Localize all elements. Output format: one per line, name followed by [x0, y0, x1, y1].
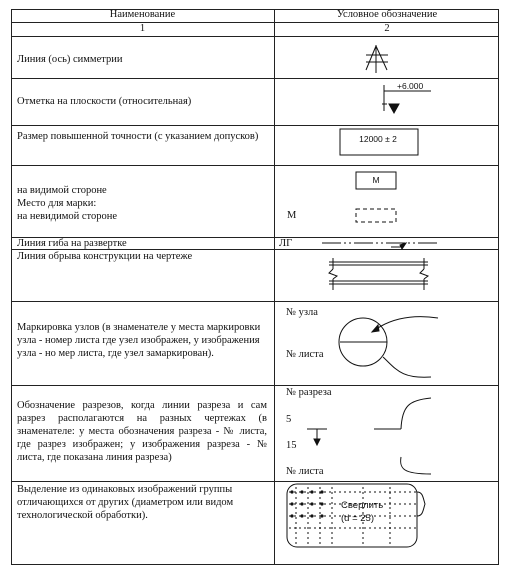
row-mark-visible-name: на видимой стороне: [17, 185, 107, 196]
mark-invisible-label: М: [287, 210, 297, 221]
drill-label: Сверлить: [341, 500, 384, 511]
symmetry-axis-icon: [366, 45, 388, 73]
header-name: Наименование: [109, 9, 176, 20]
mark-visible-label: М: [372, 175, 380, 185]
section-number-label: № разреза: [286, 387, 332, 398]
row-group-highlight-name: Выделение из одинаковых изображений группы отличающихся от других (диаметром или видом технологической обработки).: [17, 484, 234, 521]
header-number-2: 2: [384, 23, 390, 34]
precision-box-label: 12000 ± 2: [359, 134, 397, 144]
header-symbol: Условное обозначение: [336, 9, 438, 20]
legend-table: [11, 9, 499, 565]
row-bend-line-name: Линия гиба на развертке: [17, 238, 127, 249]
node-marking-icon: [339, 317, 438, 378]
drill-diameter-label: (d = 25): [341, 513, 375, 524]
symbols-layer: [11, 9, 499, 565]
row-mark-place-name: Место для марки:: [17, 198, 97, 209]
row-section-marking-name: Обозначение разрезов, когда линии разреза и сам разрез располагаются на разных чертежах (в знаменателе: у места обозначения разреза - № листа, где разрез изображен; у изображения разреза - № листа, где показана линия разреза): [17, 400, 267, 463]
section-num-15: 15: [286, 440, 297, 451]
break-line-icon: [329, 258, 428, 290]
mark-visible-box: [356, 172, 396, 189]
row-precision-size-name: Размер повышенной точности (с указанием допусков): [17, 131, 259, 142]
plane-mark-label: +6.000: [397, 81, 424, 91]
group-highlight-icon: [287, 484, 425, 547]
bend-line-code: ЛГ: [279, 238, 293, 249]
row-break-line-name: Линия обрыва конструкции на чертеже: [17, 251, 193, 262]
row-node-marking-name: Маркировка узлов (в знаменателе у места маркировки узла - номер листа где узел изображен, у изображения узла - но мер листа, где узел замаркирован).: [17, 322, 261, 359]
header-number-1: 1: [139, 23, 146, 34]
section-marking-icon: [307, 398, 431, 474]
precision-size-box: [340, 129, 418, 155]
row-mark-invisible-name: на невидимой стороне: [17, 211, 118, 222]
node-number-label: № узла: [286, 307, 318, 318]
mark-invisible-box: [356, 209, 396, 222]
row-symmetry-axis-name: Линия (ось) симметрии: [17, 54, 123, 65]
section-sheet-label: № листа: [286, 466, 324, 477]
node-sheet-label: № листа: [286, 349, 324, 360]
bend-line-icon: [322, 243, 437, 249]
section-num-5: 5: [286, 414, 292, 425]
row-plane-mark-name: Отметка на плоскости (относительная): [17, 96, 192, 107]
level-mark-icon: [382, 85, 431, 113]
